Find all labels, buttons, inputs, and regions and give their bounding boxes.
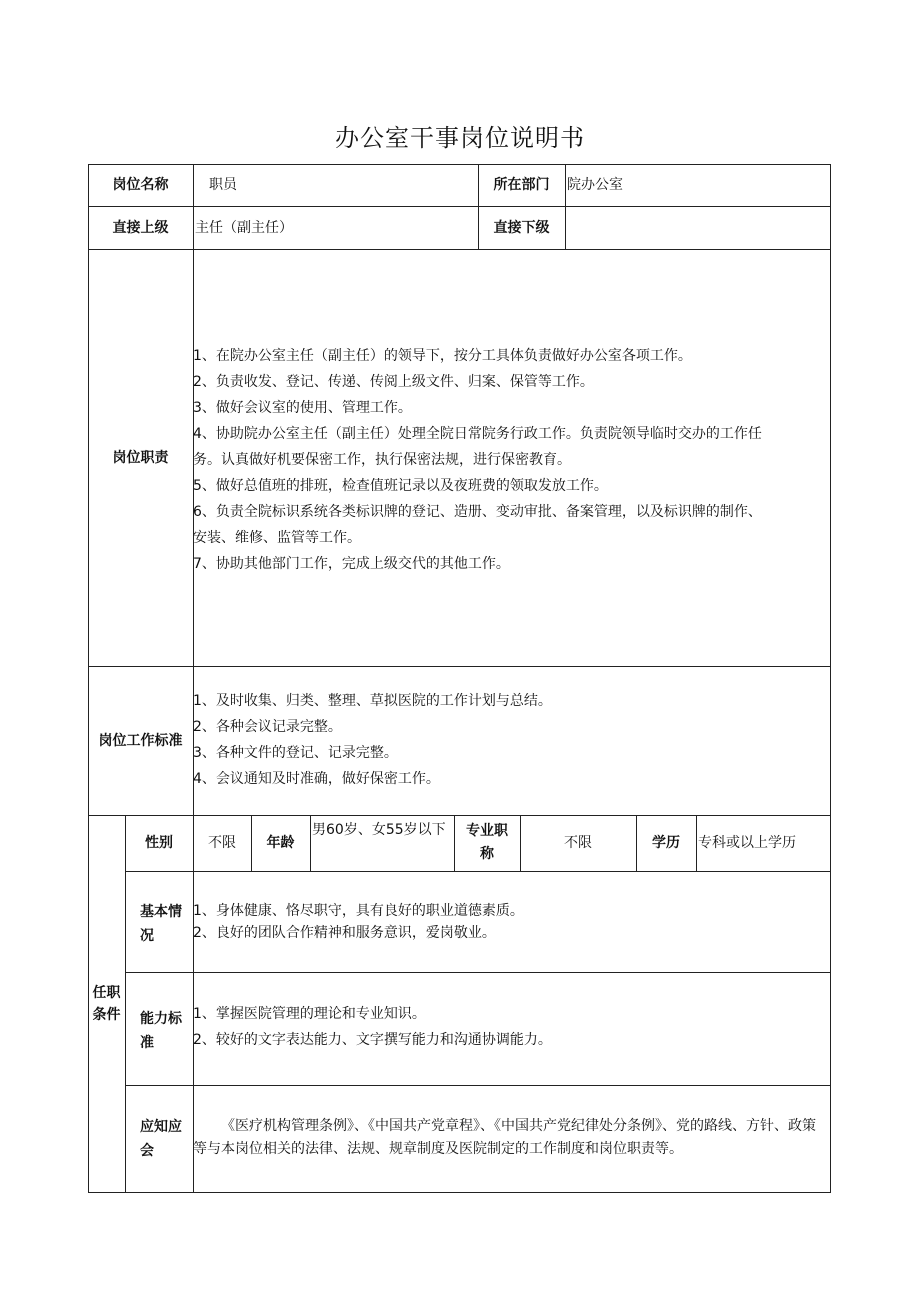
list-item: 1、身体健康、恪尽职守，具有良好的职业道德素质。: [193, 903, 524, 919]
gender-label: 性别: [145, 835, 173, 851]
superior-label: 直接上级: [112, 219, 169, 236]
list-item: 1、在院办公室主任（副主任）的领导下，按分工具体负责做好办公室各项工作。: [193, 348, 692, 364]
list-item: 3、各种文件的登记、记录完整。: [193, 745, 398, 761]
superior-value: 主任（副主任）: [195, 219, 293, 236]
list-item: 7、协助其他部门工作，完成上级交代的其他工作。: [193, 556, 510, 572]
knowledge-text: 《医疗机构管理条例》、《中国共产党章程》、《中国共产党纪律处分条例》、党的路线、方针、政策等与本岗位相关的法律、法规、规章制度及医院制定的工作制度和岗位职责等。: [193, 1118, 816, 1157]
education-label: 学历: [652, 835, 680, 851]
standards-label: 岗位工作标准: [98, 732, 183, 749]
age-label: 年龄: [266, 835, 295, 851]
duties-list: [193, 343, 830, 577]
list-item: 4、会议通知及时准确，做好保密工作。: [193, 771, 440, 787]
ability-label: 能力标准: [140, 1011, 182, 1051]
page-title: 办公室干事岗位说明书: [335, 124, 585, 152]
list-item: 6、负责全院标识系统各类标识牌的登记、造册、变动审批、备案管理，以及标识牌的制作、: [193, 504, 762, 520]
ability-list: [193, 1001, 830, 1053]
basic-list: [193, 900, 830, 944]
professional-title-value: 不限: [564, 835, 592, 851]
position-name-label: 岗位名称: [112, 177, 169, 193]
list-item: 3、做好会议室的使用、管理工作。: [193, 400, 412, 416]
age-value: 男60岁、女55岁以下: [312, 822, 446, 838]
list-item: 2、较好的文字表达能力、文字撰写能力和沟通协调能力。: [193, 1032, 552, 1048]
gender-value: 不限: [208, 835, 236, 851]
list-item: 安装、维修、监管等工作。: [193, 530, 361, 546]
professional-title-label: 专业职称: [466, 823, 508, 862]
subordinate-label: 直接下级: [493, 219, 550, 236]
department-label: 所在部门: [493, 177, 550, 193]
subordinate-value: [565, 206, 830, 249]
list-item: 2、负责收发、登记、传递、传阅上级文件、归案、保管等工作。: [193, 374, 594, 390]
list-item: 1、掌握医院管理的理论和专业知识。: [193, 1006, 426, 1022]
list-item: 4、协助院办公室主任（副主任）处理全院日常院务行政工作。负责院领导临时交办的工作任: [193, 426, 762, 442]
list-item: 2、各种会议记录完整。: [193, 719, 342, 735]
list-item: 1、及时收集、归类、整理、草拟医院的工作计划与总结。: [193, 693, 552, 709]
qualifications-label: 任职条件: [92, 984, 121, 1023]
duties-label: 岗位职责: [112, 449, 169, 466]
list-item: 务。认真做好机要保密工作，执行保密法规，进行保密教育。: [193, 452, 571, 468]
position-name-value: 职员: [209, 177, 237, 193]
education-value: 专科或以上学历: [698, 835, 796, 851]
list-item: 5、做好总值班的排班，检查值班记录以及夜班费的领取发放工作。: [193, 478, 608, 494]
basic-label: 基本情况: [140, 904, 182, 944]
standards-list: [193, 688, 830, 792]
department-value: 院办公室: [567, 177, 623, 193]
list-item: 2、良好的团队合作精神和服务意识，爱岗敬业。: [193, 925, 496, 941]
knowledge-label: 应知应会: [140, 1119, 182, 1159]
